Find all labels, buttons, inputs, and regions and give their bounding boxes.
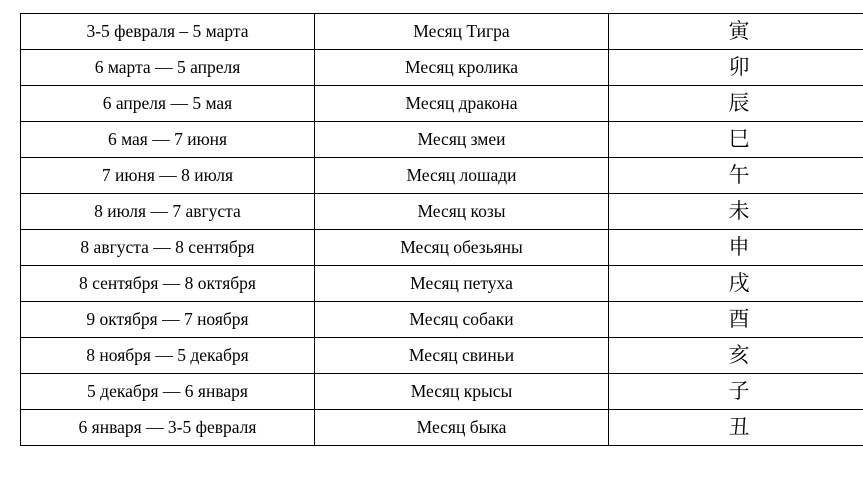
table-row [21, 122, 863, 158]
period-cell: 6 января — 3-5 февраля [21, 410, 315, 446]
branch-glyph-cell [609, 230, 863, 266]
branch-glyph: 辰 [729, 91, 750, 115]
branch-glyph: 申 [729, 235, 750, 259]
month-name-cell: Месяц собаки [315, 302, 609, 338]
month-name-cell: Месяц быка [315, 410, 609, 446]
month-name-cell: Месяц дракона [315, 86, 609, 122]
branch-glyph: 卯 [729, 55, 750, 79]
branch-glyph: 未 [729, 199, 750, 223]
branch-glyph-cell [609, 86, 863, 122]
branch-glyph: 酉 [729, 307, 750, 331]
document-page [0, 13, 863, 485]
table-row [21, 374, 863, 410]
table-row [21, 86, 863, 122]
branch-glyph: 戌 [729, 271, 750, 295]
table-row [21, 50, 863, 86]
month-name-cell: Месяц кролика [315, 50, 609, 86]
table-row [21, 14, 863, 50]
month-name-cell: Месяц лошади [315, 158, 609, 194]
period-cell: 8 августа — 8 сентября [21, 230, 315, 266]
branch-glyph-cell [609, 338, 863, 374]
period-cell: 8 ноября — 5 декабря [21, 338, 315, 374]
table-row [21, 158, 863, 194]
branch-glyph-cell [609, 410, 863, 446]
month-name-cell: Месяц свиньи [315, 338, 609, 374]
branch-glyph: 寅 [729, 19, 750, 43]
branch-glyph-cell [609, 122, 863, 158]
branch-glyph-cell [609, 14, 863, 50]
table-row [21, 266, 863, 302]
period-cell: 6 апреля — 5 мая [21, 86, 315, 122]
table-row [21, 230, 863, 266]
table-row [21, 338, 863, 374]
branch-glyph: 巳 [729, 127, 750, 151]
table-row [21, 302, 863, 338]
chinese-month-calendar-table [20, 13, 863, 446]
period-cell: 3-5 февраля – 5 марта [21, 14, 315, 50]
month-name-cell: Месяц обезьяны [315, 230, 609, 266]
table-row [21, 194, 863, 230]
period-cell: 6 мая — 7 июня [21, 122, 315, 158]
branch-glyph-cell [609, 266, 863, 302]
branch-glyph-cell [609, 374, 863, 410]
month-name-cell: Месяц Тигра [315, 14, 609, 50]
month-name-cell: Месяц петуха [315, 266, 609, 302]
branch-glyph-cell [609, 50, 863, 86]
period-cell: 5 декабря — 6 января [21, 374, 315, 410]
period-cell: 8 сентября — 8 октября [21, 266, 315, 302]
branch-glyph-cell [609, 158, 863, 194]
branch-glyph: 午 [729, 163, 750, 187]
period-cell: 6 марта — 5 апреля [21, 50, 315, 86]
branch-glyph-cell [609, 194, 863, 230]
branch-glyph: 亥 [729, 343, 750, 367]
table-body [21, 14, 863, 446]
branch-glyph: 丑 [729, 415, 750, 439]
branch-glyph-cell [609, 302, 863, 338]
period-cell: 9 октября — 7 ноября [21, 302, 315, 338]
table-row [21, 410, 863, 446]
branch-glyph: 子 [729, 379, 750, 403]
month-name-cell: Месяц козы [315, 194, 609, 230]
month-name-cell: Месяц змеи [315, 122, 609, 158]
period-cell: 7 июня — 8 июля [21, 158, 315, 194]
month-name-cell: Месяц крысы [315, 374, 609, 410]
period-cell: 8 июля — 7 августа [21, 194, 315, 230]
